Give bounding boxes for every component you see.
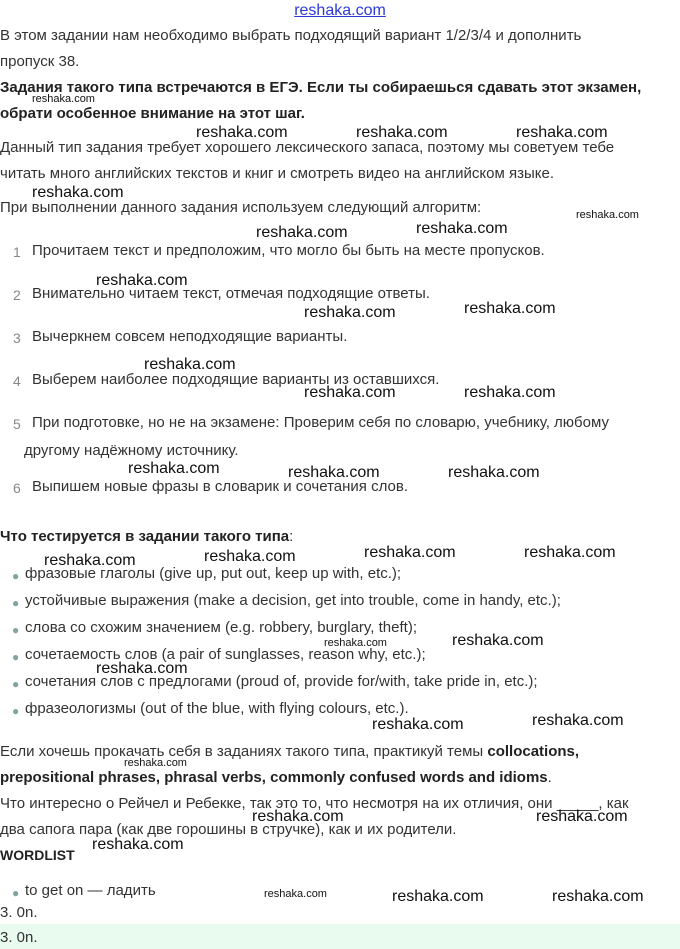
- watermark: reshaka.com: [524, 544, 616, 561]
- step-text: Прочитаем текст и предположим, что могло бы быть на месте пропусков.: [32, 242, 545, 259]
- answer-text-highlighted: 3. 0n.: [0, 929, 38, 946]
- practice-prefix: Если хочешь прокачать себя в заданиях такого типа, практикуй темы: [0, 743, 488, 760]
- watermark: reshaka.com: [392, 888, 484, 905]
- question-line-2: два сапога пара (как две горошины в стручке), как и их родители.: [0, 821, 457, 838]
- step-text: Внимательно читаем текст, отмечая подходящие ответы.: [32, 285, 430, 302]
- tested-heading: [0, 528, 293, 546]
- tested-item: устойчивые выражения (make a decision, get into trouble, come in handy, etc.);: [25, 592, 561, 609]
- watermark: reshaka.com: [416, 220, 508, 237]
- step-number: 1: [13, 244, 21, 260]
- tested-item: фразовые глаголы (give up, put out, keep up with, etc.);: [25, 565, 402, 582]
- algorithm-intro: При выполнении данного задания используем следующий алгоритм:: [0, 199, 482, 216]
- bullet-icon: ●: [12, 886, 20, 900]
- watermark: reshaka.com: [32, 93, 95, 105]
- watermark: reshaka.com: [196, 124, 288, 141]
- step-text: При подготовке, но не на экзамене: Проверим себя по словарю, учебнику, любому: [32, 414, 609, 431]
- step-text-continued: другому надёжному источнику.: [24, 442, 239, 459]
- watermark: reshaka.com: [364, 544, 456, 561]
- bullet-icon: ●: [12, 569, 20, 583]
- watermark: reshaka.com: [576, 209, 639, 221]
- tested-item: слова со схожим значением (e.g. robbery, burglary, theft);: [25, 619, 417, 636]
- watermark: reshaka.com: [256, 224, 348, 241]
- step-number: 3: [13, 330, 21, 346]
- watermark: reshaka.com: [144, 356, 236, 373]
- watermark: reshaka.com: [356, 124, 448, 141]
- step-text: Выберем наиболее подходящие варианты из оставшихся.: [32, 371, 440, 388]
- watermark: reshaka.com: [536, 808, 628, 825]
- step-number: 6: [13, 480, 21, 496]
- practice-line-2: [0, 769, 552, 787]
- watermark: reshaka.com: [464, 300, 556, 317]
- watermark: reshaka.com: [44, 552, 136, 569]
- tested-heading-colon: :: [289, 528, 294, 545]
- watermark: reshaka.com: [552, 888, 644, 905]
- practice-topics: prepositional phrases, phrasal verbs, commonly confused words and idioms: [0, 769, 548, 786]
- step-text: Вычеркнем совсем неподходящие варианты.: [32, 328, 348, 345]
- bullet-icon: ●: [12, 677, 20, 691]
- watermark: reshaka.com: [448, 464, 540, 481]
- watermark: reshaka.com: [264, 888, 327, 900]
- exam-note-line-2: обрати особенное внимание на этот шаг.: [0, 105, 305, 122]
- answer-highlight: [0, 924, 680, 949]
- practice-topic-1: collocations,: [487, 743, 580, 760]
- bullet-icon: ●: [12, 623, 20, 637]
- intro-line-2: пропуск 38.: [0, 53, 80, 70]
- watermark: reshaka.com: [252, 808, 344, 825]
- watermark: reshaka.com: [32, 184, 124, 201]
- bullet-icon: ●: [12, 704, 20, 718]
- watermark: reshaka.com: [464, 384, 556, 401]
- tested-item: сочетания слов с предлогами (proud of, provide for/with, take pride in, etc.);: [25, 673, 538, 690]
- watermark: reshaka.com: [304, 384, 396, 401]
- step-number: 2: [13, 287, 21, 303]
- practice-suffix: .: [547, 769, 552, 786]
- step-number: 4: [13, 373, 21, 389]
- advice-line-2: читать много английских текстов и книг и смотреть видео на английском языке.: [0, 165, 554, 182]
- watermark: reshaka.com: [92, 836, 184, 853]
- intro-line-1: В этом задании нам необходимо выбрать подходящий вариант 1/2/3/4 и дополнить: [0, 27, 582, 44]
- step-text: Выпишем новые фразы в словарик и сочетания слов.: [32, 478, 408, 495]
- tested-item: сочетаемость слов (a pair of sunglasses, reason why, etc.);: [25, 646, 426, 663]
- watermark: reshaka.com: [324, 637, 387, 649]
- watermark: reshaka.com: [452, 632, 544, 649]
- advice-line-1: Данный тип задания требует хорошего лексического запаса, поэтому мы советуем тебе: [0, 139, 615, 156]
- watermark: reshaka.com: [532, 712, 624, 729]
- watermark: reshaka.com: [516, 124, 608, 141]
- watermark: reshaka.com: [372, 716, 464, 733]
- tested-item: фразеологизмы (out of the blue, with flying colours, etc.).: [25, 700, 409, 717]
- watermark: reshaka.com: [204, 548, 296, 565]
- watermark: reshaka.com: [304, 304, 396, 321]
- question-line-1: Что интересно о Рейчел и Ребекке, так это то, что несмотря на их отличия, они _____, как: [0, 795, 629, 812]
- exam-note-line-1: Задания такого типа встречаются в ЕГЭ. Если ты собираешься сдавать этот экзамен,: [0, 79, 642, 96]
- bullet-icon: ●: [12, 596, 20, 610]
- wordlist-item: to get on — ладить: [25, 882, 156, 899]
- practice-line-1: [0, 743, 579, 761]
- tested-heading-text: Что тестируется в задании такого типа: [0, 528, 290, 545]
- watermark: reshaka.com: [96, 272, 188, 289]
- bullet-icon: ●: [12, 650, 20, 664]
- watermark: reshaka.com: [288, 464, 380, 481]
- wordlist-title: WORDLIST: [0, 847, 75, 863]
- watermark: reshaka.com: [96, 660, 188, 677]
- watermark: reshaka.com: [124, 757, 187, 769]
- step-number: 5: [13, 416, 21, 432]
- watermark: reshaka.com: [128, 460, 220, 477]
- site-link[interactable]: reshaka.com: [294, 2, 386, 19]
- answer-text: 3. 0n.: [0, 904, 38, 921]
